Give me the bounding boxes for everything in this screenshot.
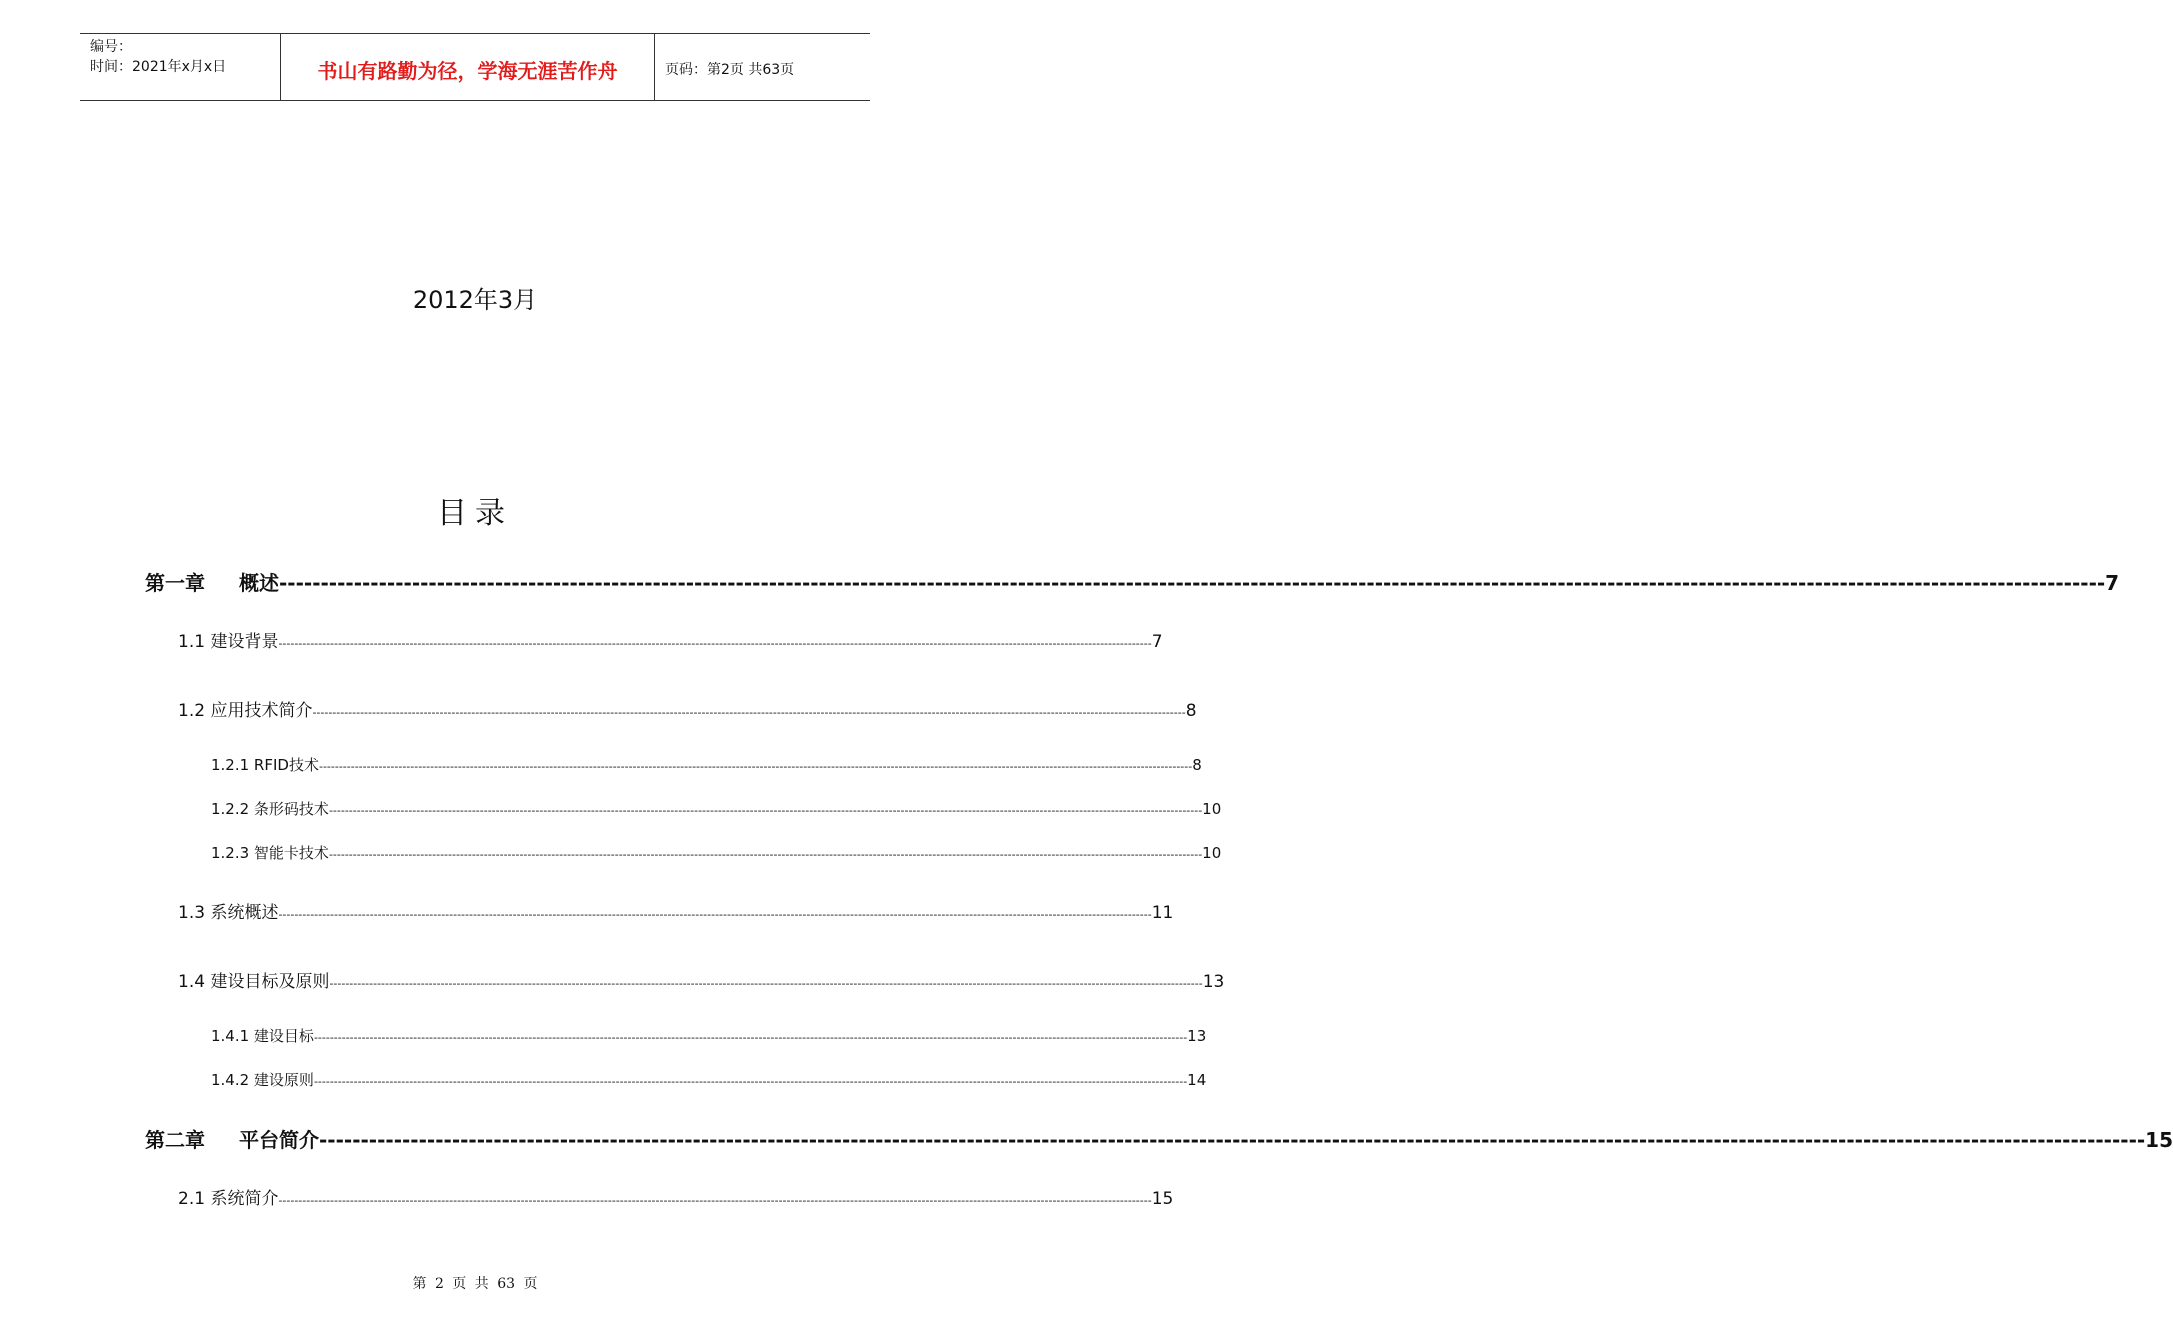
- toc-entry-1-2-1[interactable]: [211, 754, 1202, 775]
- toc-chapter-number: 第二章: [145, 1128, 205, 1152]
- toc-page-number: 14: [1187, 1071, 1207, 1089]
- header-meta: [80, 34, 281, 100]
- toc-title: 目录: [437, 496, 513, 531]
- toc-entry-1-4-2[interactable]: [211, 1069, 1207, 1090]
- toc-leader: ----------------------------------------------------------------------------------------------------------------------------------------------------------------------------------------------------------------------------: [319, 1128, 2146, 1152]
- toc-entry-1-4[interactable]: [178, 967, 1225, 992]
- toc-page-number: 10: [1202, 800, 1222, 818]
- toc-entry-1-2-2[interactable]: [211, 798, 1222, 819]
- time-label: 时间：2021年x月x日: [90, 59, 227, 75]
- toc-leader: ----------------------------------------------------------------------------------------------------------------------------------------------------------------------------------------------------------------------------: [318, 760, 1193, 773]
- toc-leader: ----------------------------------------------------------------------------------------------------------------------------------------------------------------------------------------------------------------------------: [279, 571, 2106, 595]
- toc-entry-2-1[interactable]: [178, 1184, 1174, 1209]
- toc-leader: ----------------------------------------------------------------------------------------------------------------------------------------------------------------------------------------------------------------------------: [312, 706, 1186, 719]
- toc-entry-1-2-3[interactable]: [211, 842, 1222, 863]
- toc-leader: ----------------------------------------------------------------------------------------------------------------------------------------------------------------------------------------------------------------------------: [313, 1075, 1188, 1088]
- toc-leader: ----------------------------------------------------------------------------------------------------------------------------------------------------------------------------------------------------------------------------: [328, 804, 1203, 817]
- toc-entry-label: 1.3 系统概述: [178, 903, 279, 923]
- toc-entry-label: 1.2 应用技术简介: [178, 701, 313, 721]
- toc-entry-label: 1.1 建设背景: [178, 632, 279, 652]
- toc-page-number: 13: [1187, 1027, 1207, 1045]
- toc-page-number: 8: [1185, 701, 1197, 721]
- toc-chapter-title: 平台简介: [239, 1128, 319, 1152]
- toc-entry-chapter-1[interactable]: [145, 567, 2120, 596]
- toc-leader: ----------------------------------------------------------------------------------------------------------------------------------------------------------------------------------------------------------------------------: [278, 1194, 1152, 1207]
- toc-entry-1-2[interactable]: [178, 696, 1197, 721]
- toc-entry-label: 1.4.1 建设目标: [211, 1027, 314, 1045]
- serial-label: 编号：: [90, 39, 132, 55]
- toc-leader: ----------------------------------------------------------------------------------------------------------------------------------------------------------------------------------------------------------------------------: [278, 637, 1152, 650]
- header-page-info: 页码：第2页 共63页: [665, 62, 795, 78]
- toc-entry-1-4-1[interactable]: [211, 1025, 1207, 1046]
- toc-entry-label: 1.2.2 条形码技术: [211, 800, 329, 818]
- toc-entry-chapter-2[interactable]: [145, 1124, 2173, 1153]
- toc-entry-label: [145, 567, 279, 596]
- page-footer: 第 2 页 共 63 页: [412, 1276, 538, 1292]
- toc-page-number: 7: [1151, 632, 1163, 652]
- toc-page-number: 15: [1151, 1189, 1174, 1209]
- toc-leader: ----------------------------------------------------------------------------------------------------------------------------------------------------------------------------------------------------------------------------: [278, 908, 1152, 921]
- toc-leader: ----------------------------------------------------------------------------------------------------------------------------------------------------------------------------------------------------------------------------: [313, 1031, 1188, 1044]
- toc-page-number: 13: [1202, 972, 1225, 992]
- toc-page-number: 10: [1202, 844, 1222, 862]
- toc-page-number: 15: [2145, 1128, 2173, 1152]
- toc-chapter-number: 第一章: [145, 571, 205, 595]
- toc-entry-label: 1.4.2 建设原则: [211, 1071, 314, 1089]
- toc-entry-1-1[interactable]: [178, 627, 1163, 652]
- toc-page-number: 11: [1151, 903, 1174, 923]
- toc-entry-label: 2.1 系统简介: [178, 1189, 279, 1209]
- document-date: 2012年3月: [412, 286, 538, 314]
- page-header: [80, 33, 870, 101]
- toc-leader: ----------------------------------------------------------------------------------------------------------------------------------------------------------------------------------------------------------------------------: [328, 848, 1203, 861]
- toc-entry-label: 1.2.1 RFID技术: [211, 756, 319, 774]
- toc-leader: ----------------------------------------------------------------------------------------------------------------------------------------------------------------------------------------------------------------------------: [329, 977, 1203, 990]
- toc-entry-label: 1.4 建设目标及原则: [178, 972, 330, 992]
- toc-entry-label: 1.2.3 智能卡技术: [211, 844, 329, 862]
- toc-page-number: 8: [1192, 756, 1202, 774]
- toc-entry-label: [145, 1124, 319, 1153]
- toc-entry-1-3[interactable]: [178, 898, 1174, 923]
- header-motto: 书山有路勤为径，学海无涯苦作舟: [281, 34, 655, 100]
- toc-chapter-title: 概述: [239, 571, 279, 595]
- toc-page-number: 7: [2105, 571, 2120, 595]
